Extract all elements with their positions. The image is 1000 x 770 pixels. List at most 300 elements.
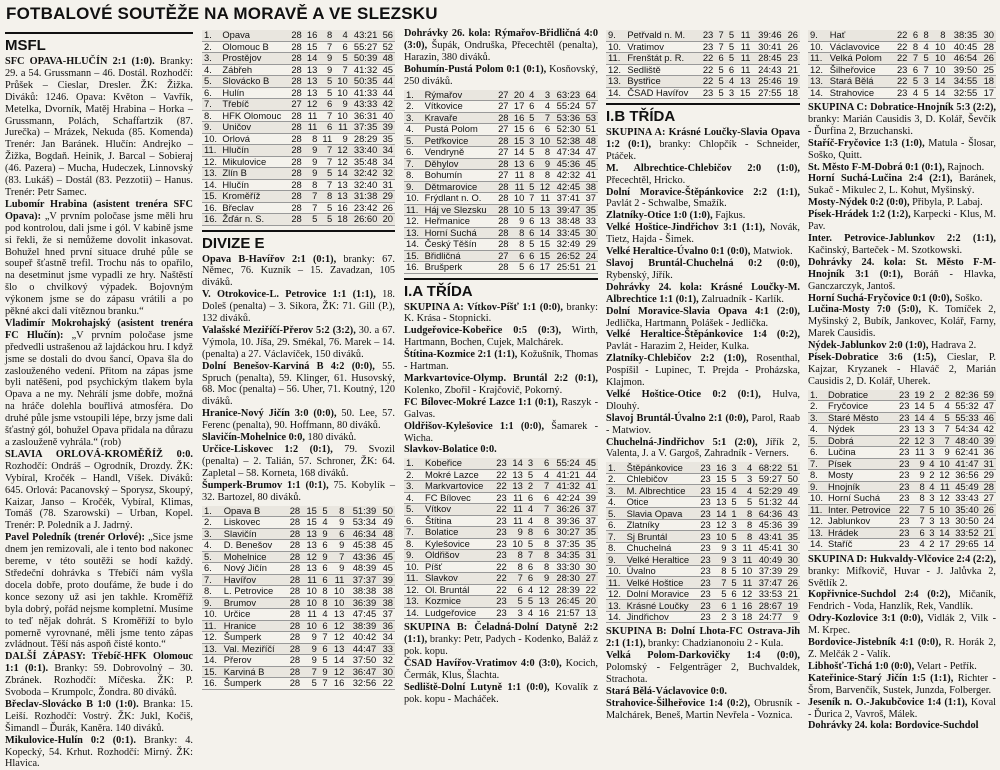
stat-cell: 37:47 [754,577,784,589]
stat-cell: 16 [739,600,755,612]
report-paragraph [606,246,800,258]
stat-cell: 41 [582,170,598,182]
match-details: Kolenko, Zbořil - Krajčovič, Pokorný. [404,384,563,396]
stat-cell: 23 [697,554,713,566]
report-paragraph [808,138,996,162]
rank-cell: 8. [404,170,423,182]
league-table [202,506,395,690]
stat-cell: 7 [911,516,926,528]
team-cell: Petřvald n. M. [625,30,699,41]
team-cell: Pustá Polom [423,124,495,136]
stat-cell: 45 [378,563,395,575]
match-details: Přibyla, P. Labaj. [909,197,983,209]
team-cell: Brušperk [423,262,495,274]
table-row [202,506,395,517]
rank-cell: 14. [606,87,625,99]
stat-cell: 5 [319,506,330,517]
table-row [404,492,598,504]
stat-cell: 23 [896,401,911,413]
stat-cell: 3 [920,76,931,88]
rank-cell: 12. [404,216,423,228]
stat-cell: 28 [288,156,304,168]
rank-cell: 13. [606,76,625,88]
article-body [606,127,800,460]
stat-cell: 9 [330,563,347,575]
stat-cell: 12 [536,181,552,193]
team-cell: Kozmice [423,596,493,608]
stat-cell: 5 [726,41,736,53]
stat-cell: 3 [536,90,552,101]
article-body [404,302,598,457]
table-row [404,227,598,239]
rank-cell: 6. [404,515,423,527]
rank-cell: 16. [202,214,220,226]
rank-cell: 6. [202,87,220,99]
stat-cell: 8 [536,147,552,159]
team-cell: D. Benešov [222,540,286,552]
stat-cell: 28 [495,239,511,251]
report-paragraph [808,661,996,673]
match-result: Opava B-Havířov 2:1 (0:1), [202,253,337,265]
stat-cell: 55:27 [350,41,380,53]
match-details: Přecechtěl, Hricko. [606,174,686,186]
match-result: Valašské Meziříčí-Přerov 5:2 (3:2), [202,324,356,336]
stat-cell: 28 [288,179,304,191]
stat-cell: 53:34 [346,517,378,529]
stat-cell: 23 [493,596,509,608]
table-row [202,655,395,667]
report-paragraph [606,258,800,282]
stat-cell: 6 [511,250,527,262]
stat-cell: 52:38 [552,135,582,147]
match-details: 75. Kobylík – 32. Bartozel, 80 diváků. [202,479,396,503]
table-row [202,156,395,168]
team-cell: Nový Jičín [222,563,286,575]
stat-cell: 6 [535,458,551,469]
stat-cell: 45:41 [754,542,784,554]
stat-cell: 32:55 [947,87,979,99]
rank-cell: 1. [404,90,423,101]
stat-cell: 28 [285,643,302,655]
stat-cell: 57 [582,101,598,113]
match-details: Jířík 2, Valenta, J. a V. Gargoš, Zahradník - Verners. [606,436,800,460]
stat-cell: 7 [920,64,931,76]
match-details: Polomský - Felgenträger 2, Buchvaldek, Strachota. [606,662,800,685]
stat-cell: 3 [927,493,937,505]
stat-cell: 51 [582,124,598,136]
match-result: Slavoj Bruntál-Úvalno 2:1 (0:0), [606,412,749,424]
match-result: Markvartovice-Olymp. Bruntál 2:2 (0:1), [404,372,598,384]
stat-cell: 23 [493,607,509,619]
stat-cell: 3 [726,87,736,99]
table-row [808,516,996,528]
match-result: Horní Suchá-Fryčovice 0:1 (0:0), [808,292,953,304]
rank-cell: 2. [404,469,423,481]
stat-cell: 19 [784,76,800,88]
stat-cell: 15 [304,41,320,53]
team-cell: Liskovec [222,517,286,529]
rank-cell: 8. [606,542,625,554]
stat-cell: 13 [713,496,729,508]
stat-cell: 23 [699,87,715,99]
match-details: Branky: 29. a 54. Grussmann – 46. Dostál. Rozhodčí: Průšek – Cieslar, Dresler. ŽK: Žižka. Diváků: 1246. Opava: Květon – Vavřík, Metelka, Dvorník, Matěj Hrabina – Horka – Grussmann, Polách, Schaffartzik (87. Jurečka) – Mrázek, Nekuda (85. Komenda) Trenér: Jan Baránek. Hlučín: Andrejko – Žižka, Bogdaň. Heinik, J. Barcal – Sobieraj (46. Pazera) – Mucha, Hudeczek, Linnovský (83. Lukáš) – Dostál (83. Pezzotii) – Hanus. Trenér: Petr Samec. [5,56,193,198]
match-result: Dohrávky 24. kola: Krásné Loučky-M. Albrechtice 1:1 (0:1), [606,281,800,305]
team-cell: Fryčovice [826,401,896,413]
stat-cell: 5 [334,53,350,65]
table-row [202,110,395,122]
stat-cell: 15 [736,87,752,99]
rank-cell: 10. [808,493,826,505]
stat-cell: 7 [509,573,525,585]
stat-cell: 38 [378,586,395,598]
stat-cell: 34 [379,156,395,168]
match-result: Slavkov-Bolatice 0:0. [404,444,497,456]
stat-cell: 28 [495,112,511,124]
stat-cell: 5 [713,588,729,600]
stat-cell: 28 [288,53,304,65]
rank-cell: 10. [202,609,222,621]
stat-cell: 4 [911,539,926,551]
team-cell: Uničov [220,122,288,134]
rank-cell: 9. [404,181,423,193]
stat-cell: 8 [535,538,551,550]
table-row [404,607,598,619]
stat-cell: 6 [526,124,536,136]
team-cell: Kroměříž [220,191,288,203]
stat-cell: 9 [319,551,330,563]
rank-cell: 1. [808,390,826,401]
team-cell: Krásné Loučky [625,600,698,612]
column-4 [606,28,800,758]
stat-cell: 32:40 [350,179,380,191]
stat-cell: 23 [896,527,911,539]
rank-cell: 14. [404,607,423,619]
stat-cell: 16 [511,112,527,124]
team-cell: Břeclav [220,202,288,214]
stat-cell: 8 [535,550,551,562]
stat-cell: 52 [379,41,395,53]
stat-cell: 44 [784,496,800,508]
match-details: Cieslar, P. Kajzar, Kryzanek - Hlaváč 2, Marián Causidis 2, D. Kolář, Uherek. [808,352,996,387]
stat-cell: 29 [582,239,598,251]
match-details: Obrusník - Malchárek, Beneš, Martin Nevřela - Voznica. [606,697,800,721]
rank-cell: 5. [202,551,222,563]
report-paragraph [606,127,800,163]
stat-cell: 10 [302,597,319,609]
stat-cell: 30 [582,227,598,239]
match-result: Zlatníky-Otice 1:0 (1:0), [606,210,713,222]
stat-cell: 10 [334,87,350,99]
stat-cell: 6 [330,528,347,540]
stat-cell: 37:39 [754,565,784,577]
match-details: Kovalík z pok. kopu - Macháček. [404,681,598,705]
stat-cell: 22 [582,584,598,596]
stat-cell: 11 [736,53,752,65]
stat-cell: 28 [285,563,302,575]
stat-cell: 33:45 [552,227,582,239]
stat-cell: 32:42 [350,168,380,180]
stat-cell: 34:55 [947,76,979,88]
stat-cell: 6 [526,216,536,228]
table-row [202,168,395,180]
stat-cell: 5 [525,469,535,481]
stat-cell: 30:27 [551,527,582,539]
table-row [202,517,395,529]
match-result: FC Bílovec-Mokré Lazce 1:1 (0:1), [404,396,559,408]
stat-cell: 4 [920,41,931,53]
stat-cell: 37:35 [551,538,582,550]
match-details: branky: Petr, Padych - Kodenko, Baláž z pok. kopu. [404,634,598,658]
match-result: Horní Suchá-Lučina 2:4 (2:1), [808,173,953,185]
stat-cell: 23 [896,539,911,551]
stat-cell: 5 [319,87,334,99]
stat-cell: 6 [319,620,330,632]
article-body [202,254,395,504]
stat-cell: 8 [509,561,525,573]
stat-cell: 28 [285,609,302,621]
stat-cell: 25 [979,64,996,76]
stat-cell: 17 [511,101,527,113]
stat-cell: 5 [511,262,527,274]
report-paragraph [404,64,598,88]
report-paragraph [808,340,996,352]
match-result: SKUPINA B: Dolní Lhota-FC Ostrava-Jih 2:1 (1:1), [606,626,800,650]
stat-cell: 43:41 [754,531,784,543]
stat-cell: 5 [526,204,536,216]
stat-cell: 13 [736,76,752,88]
stat-cell: 14 [304,53,320,65]
table-row [404,112,598,124]
stat-cell: 38:39 [346,620,378,632]
stat-cell: 6 [319,540,330,552]
rank-cell: 7. [202,574,222,586]
stat-cell: 8 [319,191,334,203]
report-paragraph [5,199,193,318]
stat-cell: 35 [582,538,598,550]
rank-cell: 12. [202,632,222,644]
stat-cell: 27 [495,170,511,182]
report-paragraph [606,389,800,413]
stat-cell: 45:36 [552,158,582,170]
stat-cell: 8 [330,506,347,517]
stat-cell: 11 [334,122,350,134]
stat-cell: 5 [319,655,330,667]
league-table [808,30,996,99]
stat-cell: 26 [784,41,800,53]
match-details: Vidlák 2, Vilk - M. Krpec. [808,613,997,637]
team-cell: Slavičín [222,528,286,540]
stat-cell: 5 [525,538,535,550]
stat-cell: 7 [936,435,951,447]
match-details: Rybenský, Jířík. [606,269,673,281]
stat-cell: 37:35 [350,122,380,134]
stat-cell: 14 [911,401,926,413]
stat-cell: 10 [713,531,729,543]
stat-cell: 24 [582,250,598,262]
table-row [404,135,598,147]
stat-cell: 26 [784,577,800,589]
report-paragraph [808,257,996,293]
team-cell: Orlová [220,133,288,145]
stat-cell: 7 [713,577,729,589]
standings-table [606,462,800,623]
rank-cell: 12. [808,64,828,76]
standings-table [404,90,598,274]
match-result: Oldřišov-Kylešovice 1:1 (0:0), [404,420,545,432]
stat-cell: 13 [302,540,319,552]
stat-cell: 12 [936,470,951,482]
team-cell: Dětmarovice [423,181,495,193]
stat-cell: 82:36 [952,390,981,401]
team-cell: Šumperk [222,678,286,690]
team-cell: Opava B [222,506,286,517]
team-cell: Přerov [222,655,286,667]
stat-cell: 13 [304,87,320,99]
stat-cell: 23 [697,588,713,600]
stat-cell: 23 [699,41,715,53]
team-cell: Ludgeřovice [423,607,493,619]
team-cell: Kravaře [423,112,495,124]
table-row [606,508,800,520]
stat-cell: 49 [378,517,395,529]
rank-cell: 7. [606,531,625,543]
table-row [606,41,800,53]
match-result: Odry-Kozlovice 3:1 (0:0), [808,613,924,625]
match-details: Matula - Šlosar, Soško, Quitt. [808,137,996,161]
stat-cell: 40:45 [947,41,979,53]
report-paragraph [5,318,193,449]
stat-cell: 41:33 [350,87,380,99]
team-cell: Šilheřovice [828,64,893,76]
stat-cell: 3 [927,527,937,539]
stat-cell: 10 [936,458,951,470]
match-result: Stará Bělá-Václavovice 0:0. [606,685,727,697]
stat-cell: 9 [713,542,729,554]
rank-cell: 9. [606,30,625,41]
league-table [404,90,598,274]
match-details: Šupák, Ondruška, Přecechtěl (penalta), Harazin, 380 diváků. [404,39,598,63]
stat-cell: 22 [493,561,509,573]
stat-cell: 27 [582,573,598,585]
report-paragraph [808,293,996,305]
stat-cell: 39:46 [752,30,783,41]
report-paragraph [606,210,800,222]
league-table [404,458,598,619]
stat-cell: 28 [285,632,302,644]
stat-cell: 3 [729,554,739,566]
rank-cell: 13. [404,227,423,239]
rank-cell: 9. [202,597,222,609]
report-paragraph [404,682,598,706]
stat-cell: 37 [582,193,598,205]
stat-cell: 3 [525,458,535,469]
stat-cell: 7 [536,112,552,124]
stat-cell: 7 [911,504,926,516]
stat-cell: 45 [582,158,598,170]
stat-cell: 36:31 [350,110,380,122]
stat-cell: 10 [334,76,350,88]
stat-cell: 8 [739,508,755,520]
stat-cell: 4 [526,90,536,101]
table-row [202,179,395,191]
team-cell: Třebíč [220,99,288,111]
stat-cell: 15 [536,239,552,251]
report-paragraph [606,413,800,437]
table-row [202,551,395,563]
stat-cell: 48:40 [952,435,981,447]
stat-cell: 26:60 [350,214,380,226]
team-cell: Oldřišov [423,550,493,562]
team-cell: Inter. Petrovice [826,504,896,516]
table-row [606,473,800,485]
stat-cell: 3 [927,447,937,459]
stat-cell: 5 [726,30,736,41]
table-row [202,632,395,644]
stat-cell: 11 [739,577,755,589]
rank-cell: 12. [606,64,625,76]
rank-cell: 7. [404,158,423,170]
stat-cell: 13 [334,191,350,203]
stat-cell: 11 [736,41,752,53]
stat-cell: 22 [893,30,910,41]
stat-cell: 12 [330,632,347,644]
stat-cell: 10 [931,41,948,53]
rank-cell: 2. [202,41,220,53]
stat-cell: 28 [285,655,302,667]
stat-cell: 8 [920,30,931,41]
stat-cell: 13 [304,76,320,88]
match-result: Dolní Benešov-Karviná B 4:2 (0:0), [202,360,375,372]
stat-cell: 22 [699,53,715,65]
rank-cell: 13. [404,596,423,608]
table-row [808,470,996,482]
stat-cell: 38 [582,181,598,193]
stat-cell: 48:39 [346,563,378,575]
rank-cell: 5. [404,504,423,516]
match-result: DALŠÍ ZÁPASY: Třebíč-HFK Olomouc 1:1 (0:1). [5,651,193,675]
table-row [606,554,800,566]
team-cell: Hranice [222,620,286,632]
stat-cell: 23 [896,481,911,493]
match-result: Lubomír Hrabina (asistent trenéra SFC Opava): [5,198,193,222]
report-paragraph [606,698,800,722]
section-heading: I.A TŘÍDA [404,278,598,300]
report-paragraph [808,233,996,257]
stat-cell: 11 [304,110,320,122]
stat-cell: 36:56 [952,470,981,482]
stat-cell: 8 [319,586,330,598]
team-cell: Žďár n. S. [220,214,288,226]
rank-cell: 16. [202,202,220,214]
match-details: Richter - Šrom, Barvenčík, Sustek, Junzda, Folberger. [808,672,996,696]
match-details: „Sice jsme dnem jen remizovali, ale i tento bod nakonec bereme, v této soutěži se hodí každý. Středeční dohrávka s Třebíčí nám vyšla docela dobře, proto doufáme, že bude i do konce sezony už asi jen takhle. Kroměříž byla dobrý, pořád nejsme kompletní. Musíme to teď nějak dohrát. S Kroměříží to bylo pomerně vyrovnané, měli jsme tento zápas zvládnout. Těší nás aspoň čisté konto.“ [5,532,193,651]
stat-cell: 8 [509,550,525,562]
stat-cell: 23 [896,447,911,459]
rank-cell: 12. [404,584,423,596]
stat-cell: 5 [526,112,536,124]
rank-cell: 14. [808,87,828,99]
rank-cell: 11. [404,204,423,216]
stat-cell: 39:47 [552,204,582,216]
stat-cell: 12 [304,99,320,111]
stat-cell: 16 [334,202,350,214]
team-cell: Chuchelná [625,542,698,554]
stat-cell: 22 [493,573,509,585]
stat-cell: 5 [526,181,536,193]
match-details: Fajkus. [712,210,746,222]
stat-cell: 15 [302,506,319,517]
stat-cell: 30 [378,666,395,678]
